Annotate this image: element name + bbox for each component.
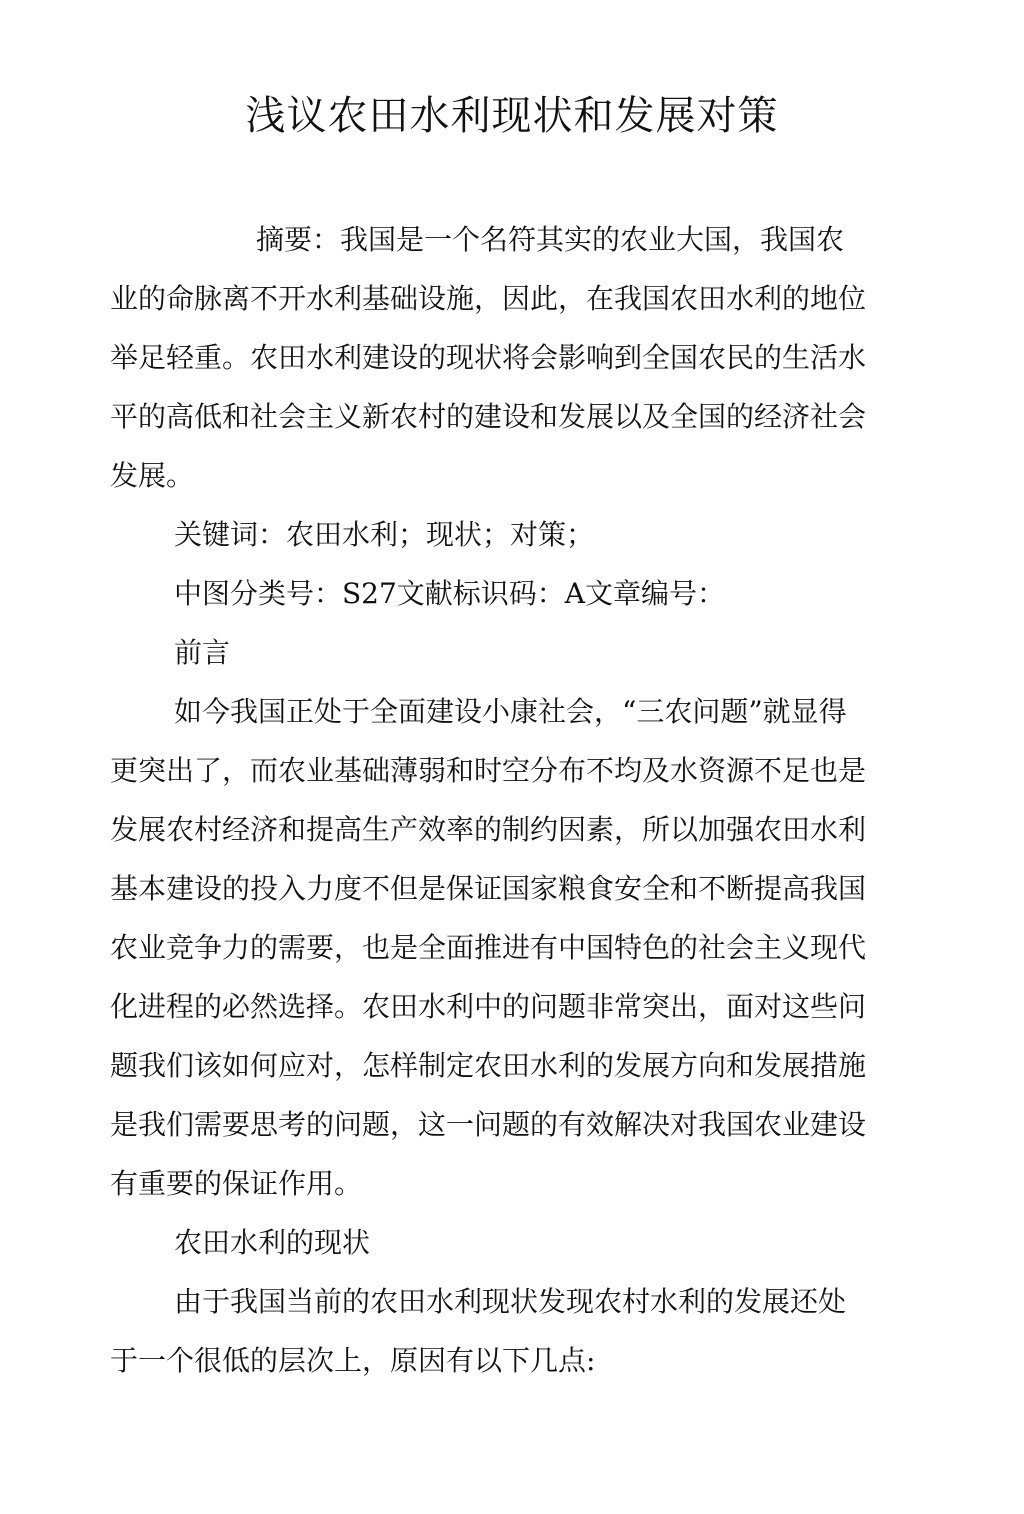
preface-paragraph: 如今我国正处于全面建设小康社会，“三农问题”就显得更突出了，而农业基础薄弱和时空分布不均及水资源不足也是发展农村经济和提高生产效率的制约因素，所以加强农田水利基本建设的投入力度不但是保证国家粮食安全和不断提高我国农业竞争力的需要，也是全面推进有中国特色的社会主义现代化进程的必然选择。农田水利中的问题非常突出，面对这些问题我们该如何应对，怎样制定农田水利的发展方向和发展措施是我们需要思考的问题，这一问题的有效解决对我国农业建设有重要的保证作用。: [110, 695, 867, 1200]
preface-heading: 前言: [174, 636, 231, 669]
status-paragraph: 由于我国当前的农田水利现状发现农村水利的发展还处于一个很低的层次上，原因有以下几点:: [110, 1285, 847, 1377]
classification-line: 中图分类号：S27文献标识码：A文章编号：: [174, 577, 726, 610]
keywords-line: 关键词：农田水利；现状；对策；: [174, 518, 595, 551]
document-body: [110, 210, 870, 1390]
document-title: 浅议农田水利现状和发展对策: [245, 93, 779, 139]
status-heading: 农田水利的现状: [174, 1226, 371, 1259]
abstract-paragraph: 摘要：我国是一个名符其实的农业大国，我国农业的命脉离不开水利基础设施，因此，在我国农田水利的地位举足轻重。农田水利建设的现状将会影响到全国农民的生活水平的高低和社会主义新农村的建设和发展以及全国的经济社会发展。: [110, 223, 867, 492]
